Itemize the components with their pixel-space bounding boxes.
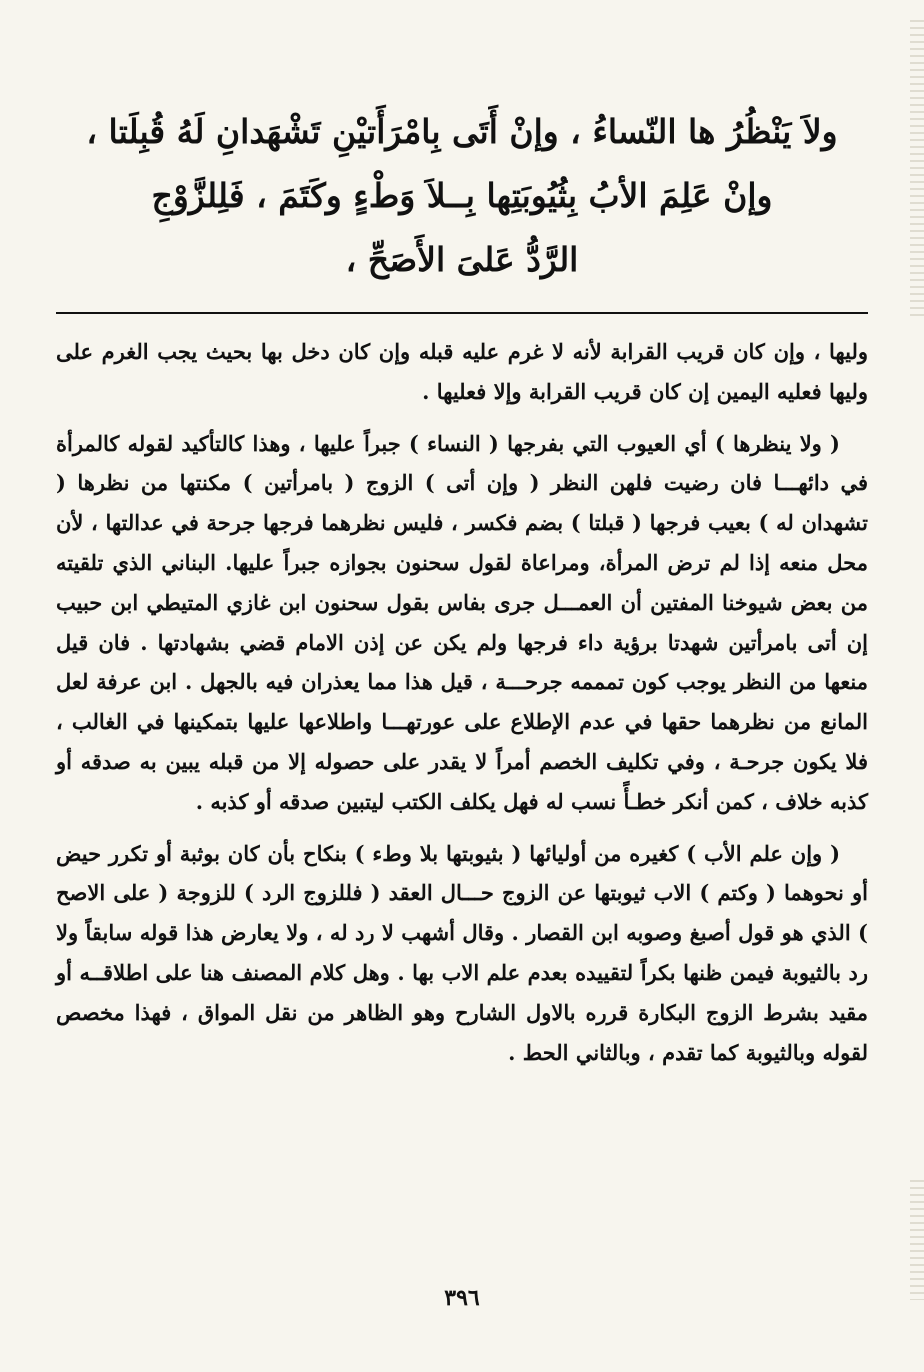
matn-line: الرَّدُّ عَلىَ الأَصَحِّ ،: [345, 240, 579, 279]
commentary-paragraph: وليها ، وإن كان قريب القرابة لأنه لا غرم عليه قبله وإن كان دخل بها بحيث يجب الغرم على وليها فعليه اليمين إن كان قريب القرابة وإلا فعليها .: [56, 339, 868, 404]
matn-text: [56, 100, 868, 292]
commentary-text: [56, 332, 868, 1072]
page-edge-speckle: [910, 20, 924, 320]
book-page: [56, 100, 868, 1084]
page-number: ٣٩٦: [444, 1285, 480, 1311]
page-edge-speckle: [910, 1180, 924, 1300]
section-divider: [56, 312, 868, 314]
matn-line: وإنْ عَلِمَ الأبُ بِثُيُوبَتِها بِــلاَ وَطْءٍ وكَتَمَ ، فَلِلزَّوْجِ: [151, 176, 773, 215]
commentary-paragraph: ( وإن علم الأب ) كغيره من أوليائها ( بثيوبتها بلا وطء ) بنكاح بأن كان بوثبة أو تكرر حيض أو نحوهما ( وكتم ) الاب ثيوبتها عن الزوج حـــال العقد ( فللزوج الرد ) للزوجة ( على الاصح ) الذي هو قول أصبغ وصوبه ابن القصار . وقال أشهب لا رد له ، ولا يعارض هذا قوله سابقاً ولا رد بالثيوبة فيمن ظنها بكراً لتقييده بعدم علم الاب بها . وهل كلام المصنف هنا على اطلاقــه أو مقيد بشرط الزوج البكارة قرره بالاول الشارح وهو الظاهر من نقل المواق ، فهذا مخصص لقوله وبالثيوبة كما تقدم ، وبالثاني الحط .: [56, 840, 868, 1065]
commentary-paragraph: ( ولا ينظرها ) أي العيوب التي بفرجها ( النساء ) جبراً عليها ، وهذا كالتأكيد لقوله كالمرأة في دائهـــا فان رضيت فلهن النظر ( وإن أتى ) الزوج ( بامرأتين ) مكنتها من نظرها ( تشهدان له ) بعيب فرجها ( قبلتا ) بضم فكسر ، فليس نظرهما فرجها جرحة في عدالتها ، لأن محل منعه إذا لم ترض المرأة، ومراعاة لقول سحنون بجوازه جبراً عليها. البناني الذي تلقيته من بعض شيوخنا المفتين أن العمـــل جرى بفاس بقول سحنون ابن غازي المتيطي ابن حبيب إن أتى بامرأتين شهدتا برؤية داء فرجها ولم يكن عن إذن الامام قضي بشهادتها . فان قيل منعها من النظر يوجب كون تمممه جرحـــة ، قيل هذا مما يعذران فيه بالجهل . ابن عرفة لعل المانع من نظرهما حقها في عدم الإطلاع على عورتهـــا واطلاعها عليها بتمكينها في الغالب ، فلا يكون جرحـة ، وفي تكليف الخصم أمراً لا يقدر على حصوله إلا من قبله يبين به صدقه أو كذبه خلاف ، كمن أنكر خطـأً نسب له فهل يكلف الكتب ليتبين صدقه أو كذبه .: [56, 430, 868, 814]
matn-line: ولاَ يَنْظُرُ ها النّساءُ ، وإنْ أَتَى بِامْرَأَتيْنِ تَشْهَدانِ لَهُ قُبِلَتا ،: [86, 112, 838, 151]
